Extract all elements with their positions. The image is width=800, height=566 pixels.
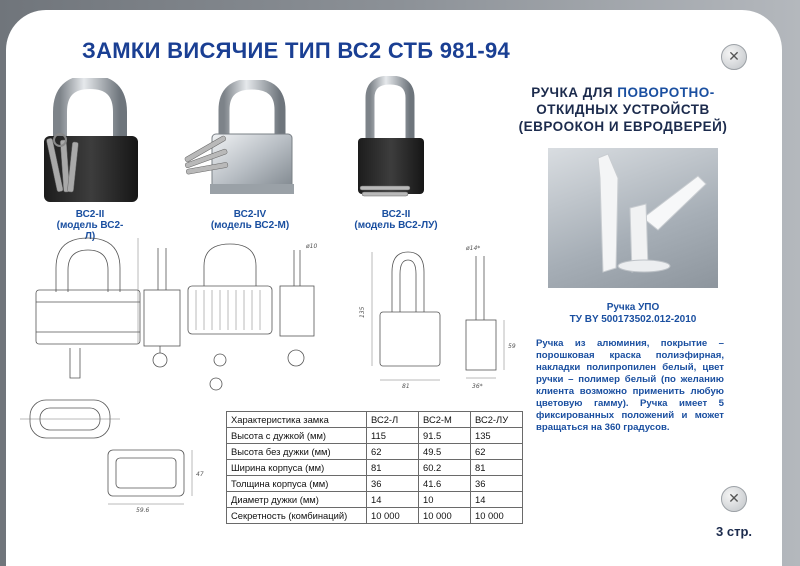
drawing-lock-l-front: [36, 238, 140, 378]
lock-photo-vs2-l: [30, 78, 150, 208]
handle-caption-name: Ручка УПО: [606, 302, 660, 313]
drawing-bottom-view: [108, 450, 204, 514]
table-row: [227, 460, 523, 476]
table-cell: 10: [419, 492, 471, 508]
handle-caption: [548, 302, 718, 326]
table-cell: 36: [471, 476, 523, 492]
handle-title-part-b: ПОВОРОТНО-: [617, 85, 715, 100]
dim-135: 135: [359, 306, 366, 318]
dim-59: 59: [508, 343, 516, 350]
table-cell: 10 000: [419, 508, 471, 524]
table-header: ВС2-Л: [367, 412, 419, 428]
table-row: [227, 492, 523, 508]
handle-photo: [548, 148, 718, 288]
table-header-row: [227, 412, 523, 428]
lock-code: ВС2-II: [75, 209, 105, 220]
table-cell: 10 000: [367, 508, 419, 524]
handle-section-title: [508, 84, 738, 135]
lock-photo-vs2-lu: [346, 76, 438, 208]
table-cell: 49.5: [419, 444, 471, 460]
drawing-plan-view: [20, 400, 120, 438]
close-button-top[interactable]: [721, 44, 747, 70]
lock-model: (модель ВС2-М): [210, 220, 290, 231]
table-row: [227, 508, 523, 524]
drawing-lock-m-front: [188, 244, 272, 390]
dim-596: 59.6: [136, 507, 150, 514]
table-header: ВС2-ЛУ: [471, 412, 523, 428]
table-cell: 10 000: [471, 508, 523, 524]
table-cell: Диаметр дужки (мм): [227, 492, 367, 508]
close-icon: ✕: [728, 491, 740, 507]
dim-81: 81: [402, 383, 410, 390]
dim-36: 36*: [472, 383, 483, 390]
table-header: ВС2-М: [419, 412, 471, 428]
drawing-lock-lu-front: [359, 252, 440, 390]
table-cell: 115: [367, 428, 419, 444]
handle-title-line2: ОТКИДНЫХ УСТРОЙСТВ: [536, 102, 710, 117]
handle-title-line3: (ЕВРООКОН И ЕВРОДВЕРЕЙ): [518, 119, 728, 134]
watermark: AvizInfo.kz: [618, 540, 728, 562]
table-cell: 81: [367, 460, 419, 476]
table-cell: Секретность (комбинаций): [227, 508, 367, 524]
close-button-bottom[interactable]: [721, 486, 747, 512]
drawing-lock-l-side: [144, 248, 180, 367]
handle-title-part-a: РУЧКА ДЛЯ: [531, 85, 618, 100]
table-cell: Высота с дужкой (мм): [227, 428, 367, 444]
dim-47: 47: [196, 471, 204, 478]
table-cell: 41.6: [419, 476, 471, 492]
table-cell: Высота без дужки (мм): [227, 444, 367, 460]
table-cell: 135: [471, 428, 523, 444]
table-row: [227, 444, 523, 460]
handle-caption-spec: ТУ BY 500173502.012-2010: [569, 314, 697, 325]
table-cell: 14: [367, 492, 419, 508]
table-cell: 14: [471, 492, 523, 508]
table-cell: 62: [471, 444, 523, 460]
table-cell: 62: [367, 444, 419, 460]
table-row: [227, 428, 523, 444]
close-icon: ✕: [728, 49, 740, 65]
page-title: ЗАМКИ ВИСЯЧИЕ ТИП ВС2 СТБ 981-94: [82, 38, 511, 63]
handle-description: Ручка из алюминия, покрытие – порошковая краска полиэфирная, накладки полипропилен белый, цвет ручки – полимер белый (по желанию клиента возможно применить любую цветовую гамму). Ручка имеет 5 фиксированных положений и может вращаться на 360 градусов.: [536, 338, 724, 433]
lock-model: (модель ВС2-Л): [56, 220, 124, 242]
lock-code: ВС2-IV: [233, 209, 267, 220]
table-cell: 81: [471, 460, 523, 476]
table-header: Характеристика замка: [227, 412, 367, 428]
table-cell: 60.2: [419, 460, 471, 476]
table-cell: Толщина корпуса (мм): [227, 476, 367, 492]
dim-phi10: ø10: [306, 243, 318, 250]
table-row: [227, 476, 523, 492]
drawing-lock-m-side: [280, 243, 317, 366]
table-cell: Ширина корпуса (мм): [227, 460, 367, 476]
table-cell: 91.5: [419, 428, 471, 444]
dim-phi14: ø14*: [466, 245, 481, 252]
drawing-lock-lu-side: [465, 245, 516, 390]
lock-model: (модель ВС2-ЛУ): [354, 220, 438, 231]
spec-table: [226, 411, 523, 524]
lock-code: ВС2-II: [381, 209, 411, 220]
table-cell: 36: [367, 476, 419, 492]
page-number: 3 стр.: [716, 524, 752, 539]
lock-photo-vs2-m: [176, 80, 316, 208]
